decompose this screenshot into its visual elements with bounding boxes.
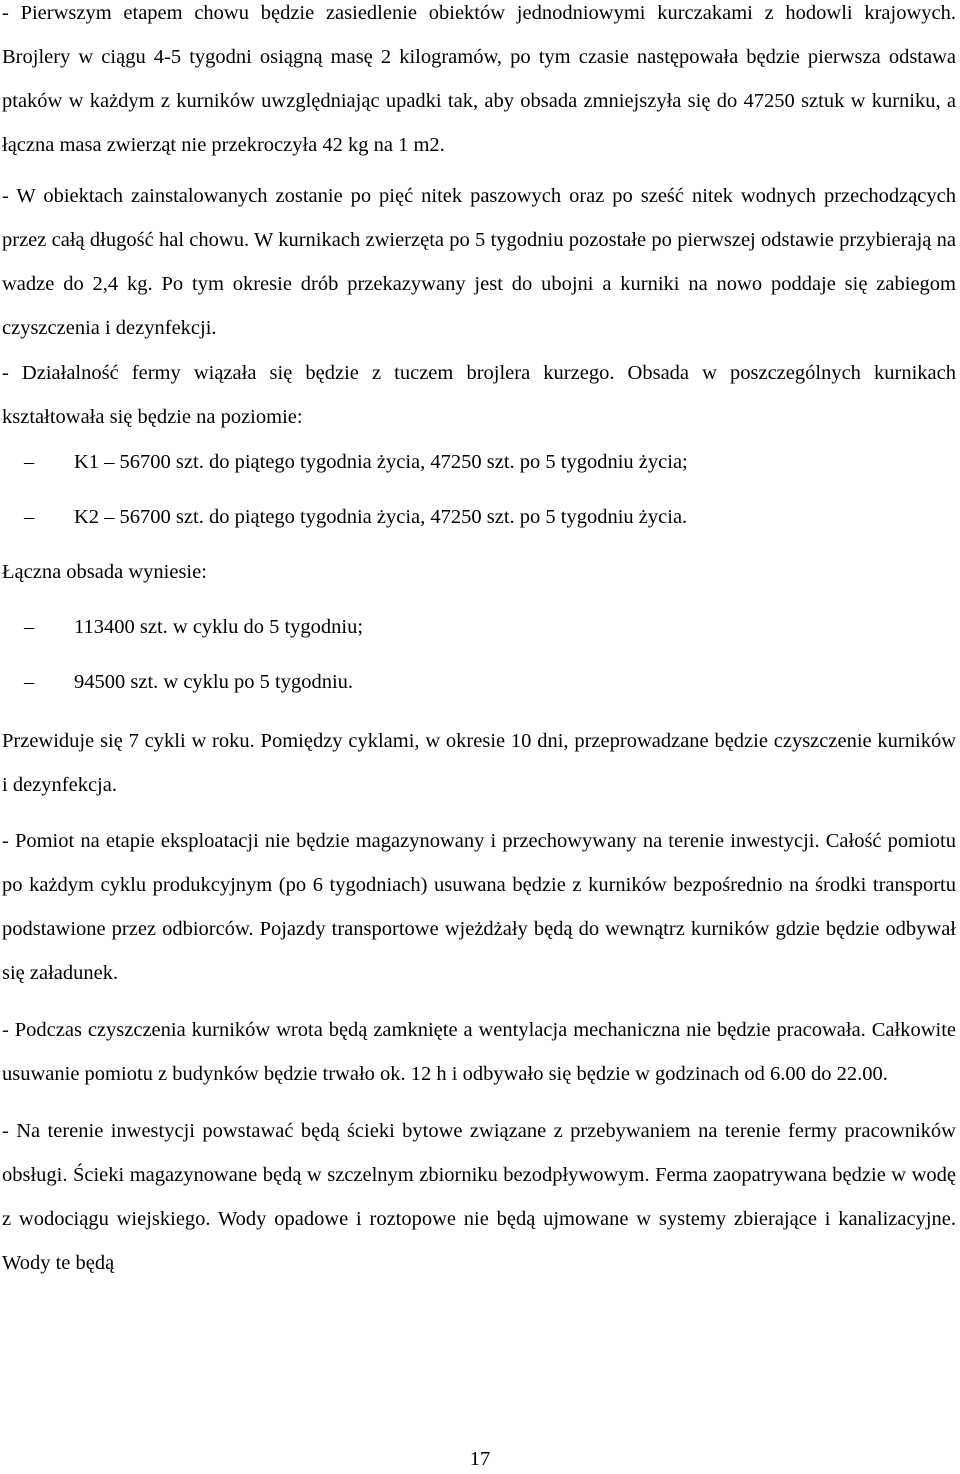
dash-bullet: – [24, 671, 35, 693]
paragraph-first-stage: - Pierwszym etapem chowu będzie zasiedlenie obiektów jednodniowymi kurczakami z hodowli krajowych. Brojlery w ciągu 4-5 tygodni osiągną masę 2 kilogramów, po tym czasie następowała będzie pierwsza odstawa ptaków w każdym z kurników uwzględniając upadki tak, aby obsada zmniejszyła się do 47250 sztuk w kurniku, a łączna masa zwierząt nie przekroczyła 42 kg na 1 m2. [2, 2, 956, 156]
paragraph-wastewater: - Na terenie inwestycji powstawać będą ścieki bytowe związane z przebywaniem na terenie fermy pracowników obsługi. Ścieki magazynowane będą w szczelnym zbiorniku bezodpływowym. Ferma zaopatrywana będzie w wodę z wodociągu wiejskiego. Wody opadowe i roztopowe nie będą ujmowane w systemy zbierające i kanalizacyjne. Wody te będą [2, 1120, 956, 1274]
dash-bullet: – [24, 616, 35, 638]
list-item-text: 94500 szt. w cyklu po 5 tygodniu. [74, 671, 354, 693]
paragraph-feed-lines: - W obiektach zainstalowanych zostanie po pięć nitek paszowych oraz po sześć nitek wodnych przechodzących przez całą długość hal chowu. W kurnikach zwierzęta po 5 tygodniu pozostałe po pierwszej odstawie przybierają na wadze do 2,4 kg. Po tym okresie drób przekazywany jest do ubojni a kurniki na nowo poddaje się zabiegom czyszczenia i dezynfekcji. [2, 185, 956, 339]
dash-bullet: – [24, 506, 35, 528]
paragraph-farm-activity: - Działalność fermy wiązała się będzie z tuczem brojlera kurzego. Obsada w poszczególnych kurnikach kształtowała się będzie na poziomie: [2, 362, 956, 428]
page-number: 17 [469, 1448, 491, 1470]
list-item-text: K2 – 56700 szt. do piątego tygodnia życia, 47250 szt. po 5 tygodniu życia. [74, 506, 688, 528]
dash-bullet: – [24, 451, 35, 473]
page-content [2, 0, 956, 1285]
list-item-text: 113400 szt. w cyklu do 5 tygodniu; [74, 616, 364, 638]
total-stocking-heading: Łączna obsada wyniesie: [2, 561, 207, 583]
list-item-total-before-5-weeks [2, 613, 956, 641]
paragraph-cycles: Przewiduje się 7 cykli w roku. Pomiędzy cyklami, w okresie 10 dni, przeprowadzane będzie czyszczenie kurników i dezynfekcja. [2, 730, 956, 796]
list-item-stocking-k1 [2, 448, 956, 476]
paragraph-manure: - Pomiot na etapie eksploatacji nie będzie magazynowany i przechowywany na terenie inwestycji. Całość pomiotu po każdym cyklu produkcyjnym (po 6 tygodniach) usuwana będzie z kurników bezpośrednio na środki transportu podstawione przez odbiorców. Pojazdy transportowe wjeżdżały będą do wewnątrz kurników gdzie będzie odbywał się załadunek. [2, 830, 956, 984]
paragraph-cleaning: - Podczas czyszczenia kurników wrota będą zamknięte a wentylacja mechaniczna nie będzie pracowała. Całkowite usuwanie pomiotu z budynków będzie trwało ok. 12 h i odbywało się będzie w godzinach od 6.00 do 22.00. [2, 1019, 956, 1085]
list-item-text: K1 – 56700 szt. do piątego tygodnia życia, 47250 szt. po 5 tygodniu życia; [74, 451, 688, 473]
list-item-stocking-k2 [2, 503, 956, 531]
list-item-total-after-5-weeks [2, 668, 956, 696]
